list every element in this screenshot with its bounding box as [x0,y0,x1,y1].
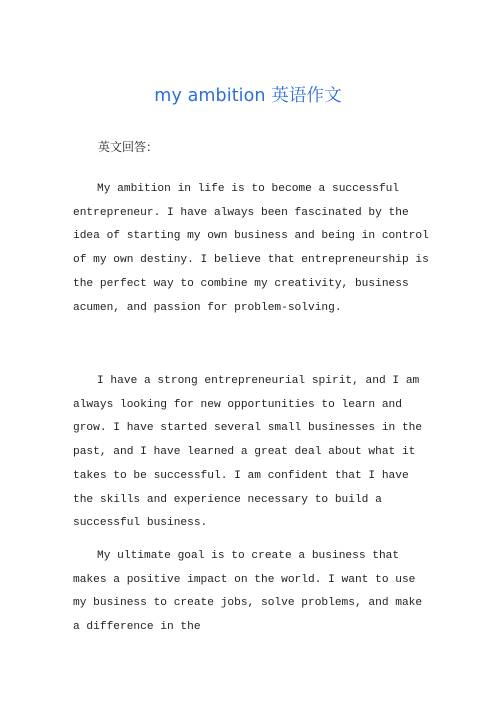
paragraph-1: My ambition in life is to become a successful entrepreneur. I have always been fascinated by the idea of starting my own business and being in control of my own destiny. I believe that entrepreneurship is the perfect way to combine my creativity, business acumen, and passion for problem-solving. [73,183,429,314]
section-heading: 英文回答： [98,140,159,154]
paragraph-3: My ultimate goal is to create a business that makes a positive impact on the world. I want to use my business to create jobs, solve problems, and make a difference in the [73,550,423,634]
document-title: my ambition 英语作文 [154,86,342,106]
paragraph-2: I have a strong entrepreneurial spirit, and I am always looking for new opportunities to learn and grow. I have started several small businesses in the past, and I have learned a great deal about what it takes to be successful. I am confident that I have the skills and experience necessary to build a successful business. [73,375,423,530]
